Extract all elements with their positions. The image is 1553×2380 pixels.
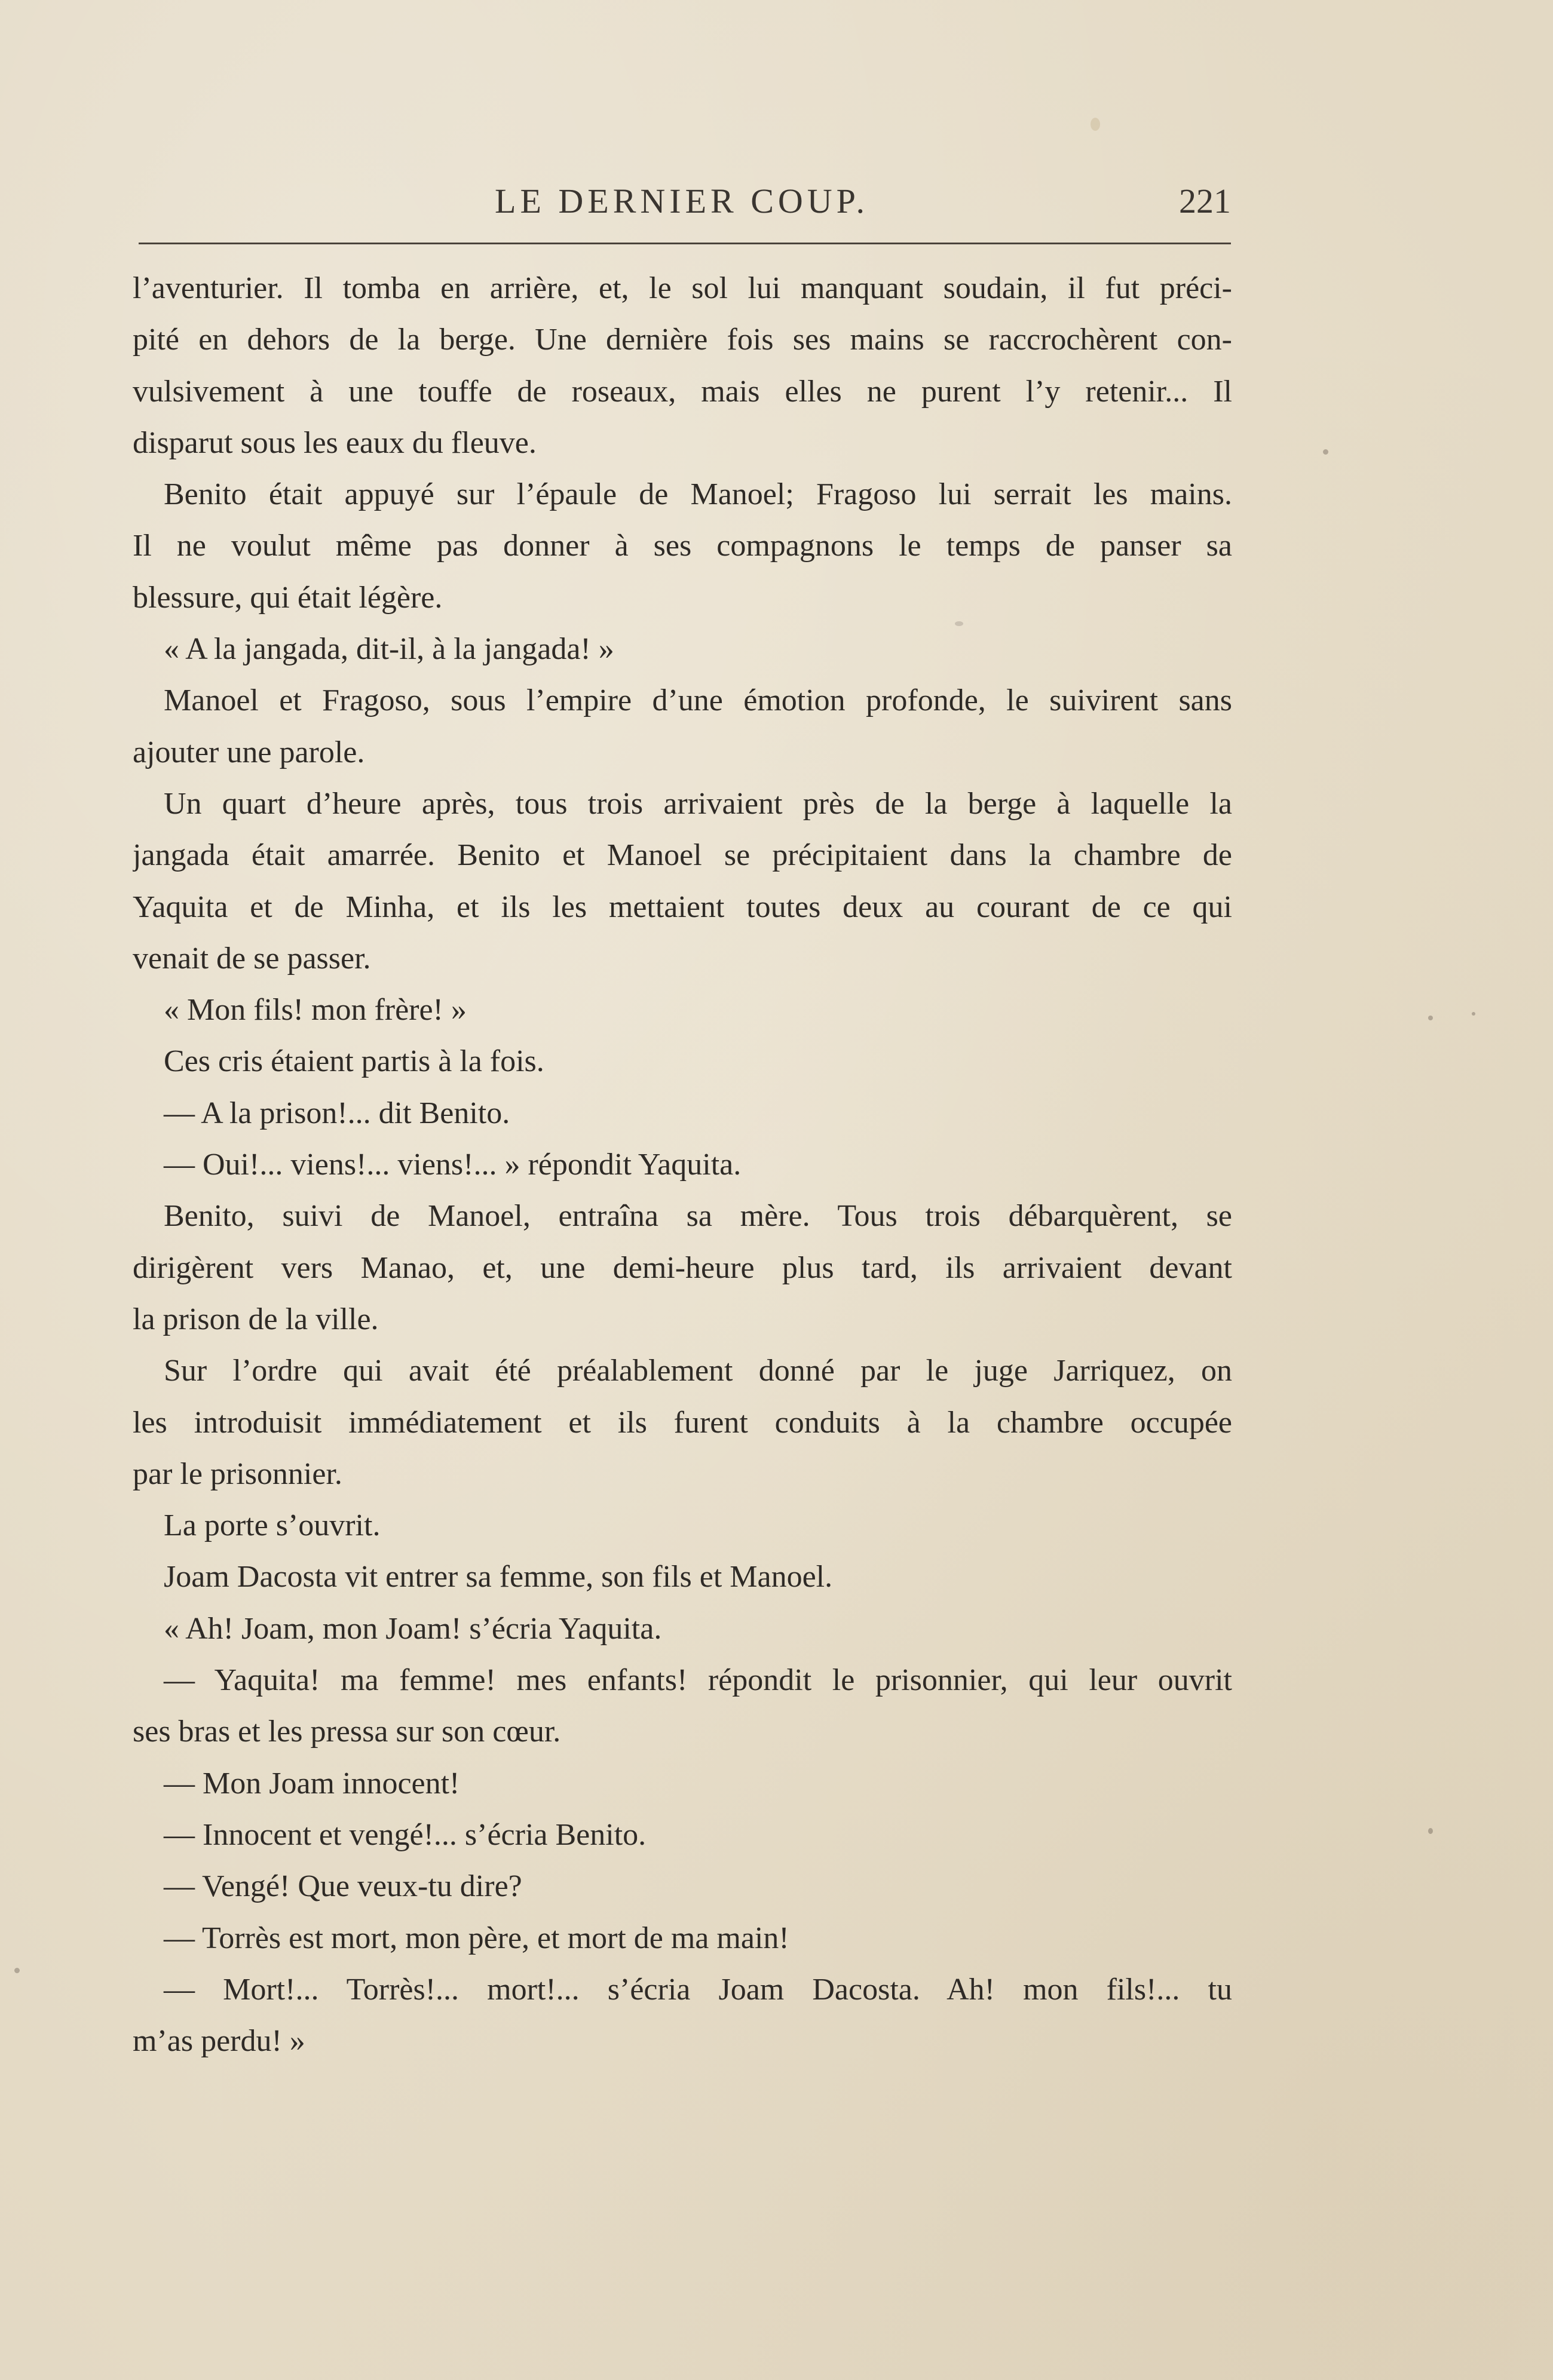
text-line: Benito, suivi de Manoel, entraîna sa mère. Tous trois débarquèrent, se: [164, 1199, 1232, 1234]
paper-speck: [955, 621, 963, 626]
text-line: pité en dehors de la berge. Une dernière fois ses mains se raccrochèrent con-: [133, 323, 1232, 357]
paper-speck: [1472, 1012, 1475, 1016]
text-line: « Ah! Joam, mon Joam! s’écria Yaquita.: [164, 1611, 662, 1646]
text-line: disparut sous les eaux du fleuve.: [133, 425, 537, 460]
text-line: — Innocent et vengé!... s’écria Benito.: [164, 1817, 647, 1852]
running-header: [133, 174, 1231, 228]
text-line: venait de se passer.: [133, 941, 371, 976]
body-text: [133, 263, 1232, 2067]
header-rule: [139, 243, 1231, 244]
running-title: LE DERNIER COUP.: [495, 182, 869, 220]
text-line: dirigèrent vers Manao, et, une demi-heure plus tard, ils arrivaient devant: [133, 1250, 1232, 1285]
text-line: « Mon fils! mon frère! »: [164, 993, 467, 1028]
paper-speck: [14, 1968, 20, 1973]
text-line: — Mort!... Torrès!... mort!... s’écria Joam Dacosta. Ah! mon fils!... tu: [164, 1972, 1232, 2007]
paper-speck: [1428, 1828, 1433, 1834]
paper-speck: [1323, 449, 1328, 455]
text-line: m’as perdu! »: [133, 2024, 305, 2059]
paper-speck: [1428, 1016, 1433, 1020]
text-line: — Mon Joam innocent!: [164, 1766, 460, 1801]
text-line: Manoel et Fragoso, sous l’empire d’une émotion profonde, le suivirent sans: [164, 683, 1232, 718]
text-line: l’aventurier. Il tomba en arrière, et, le sol lui manquant soudain, il fut préci-: [133, 271, 1232, 305]
text-line: Il ne voulut même pas donner à ses compagnons le temps de panser sa: [133, 529, 1232, 563]
text-line: — Torrès est mort, mon père, et mort de ma main!: [164, 1921, 789, 1955]
text-line: — Yaquita! ma femme! mes enfants! répondit le prisonnier, qui leur ouvrit: [164, 1663, 1232, 1698]
text-line: Yaquita et de Minha, et ils les mettaient toutes deux au courant de ce qui: [133, 890, 1232, 924]
text-line: jangada était amarrée. Benito et Manoel se précipitaient dans la chambre de: [133, 838, 1232, 873]
text-line: Benito était appuyé sur l’épaule de Manoel; Fragoso lui serrait les mains.: [164, 477, 1232, 512]
text-line: « A la jangada, dit-il, à la jangada! »: [164, 632, 614, 667]
text-line: — A la prison!... dit Benito.: [164, 1096, 510, 1130]
text-line: Joam Dacosta vit entrer sa femme, son fils et Manoel.: [164, 1560, 833, 1594]
text-line: par le prisonnier.: [133, 1456, 342, 1491]
paper-speck: [1091, 118, 1100, 131]
text-line: Un quart d’heure après, tous trois arrivaient près de la berge à laquelle la: [164, 786, 1232, 821]
text-line: ajouter une parole.: [133, 735, 365, 769]
text-line: Ces cris étaient partis à la fois.: [164, 1044, 544, 1079]
text-line: les introduisit immédiatement et ils furent conduits à la chambre occupée: [133, 1405, 1232, 1440]
text-line: vulsivement à une touffe de roseaux, mais elles ne purent l’y retenir... Il: [133, 374, 1232, 409]
text-line: La porte s’ouvrit.: [164, 1508, 381, 1543]
text-line: la prison de la ville.: [133, 1302, 379, 1336]
text-line: — Vengé! Que veux-tu dire?: [164, 1869, 522, 1904]
page-number: 221: [1179, 182, 1231, 220]
text-line: ses bras et les pressa sur son cœur.: [133, 1715, 561, 1749]
text-line: — Oui!... viens!... viens!... » répondit Yaquita.: [164, 1148, 742, 1182]
text-line: Sur l’ordre qui avait été préalablement donné par le juge Jarriquez, on: [164, 1354, 1232, 1388]
text-line: blessure, qui était légère.: [133, 580, 443, 615]
